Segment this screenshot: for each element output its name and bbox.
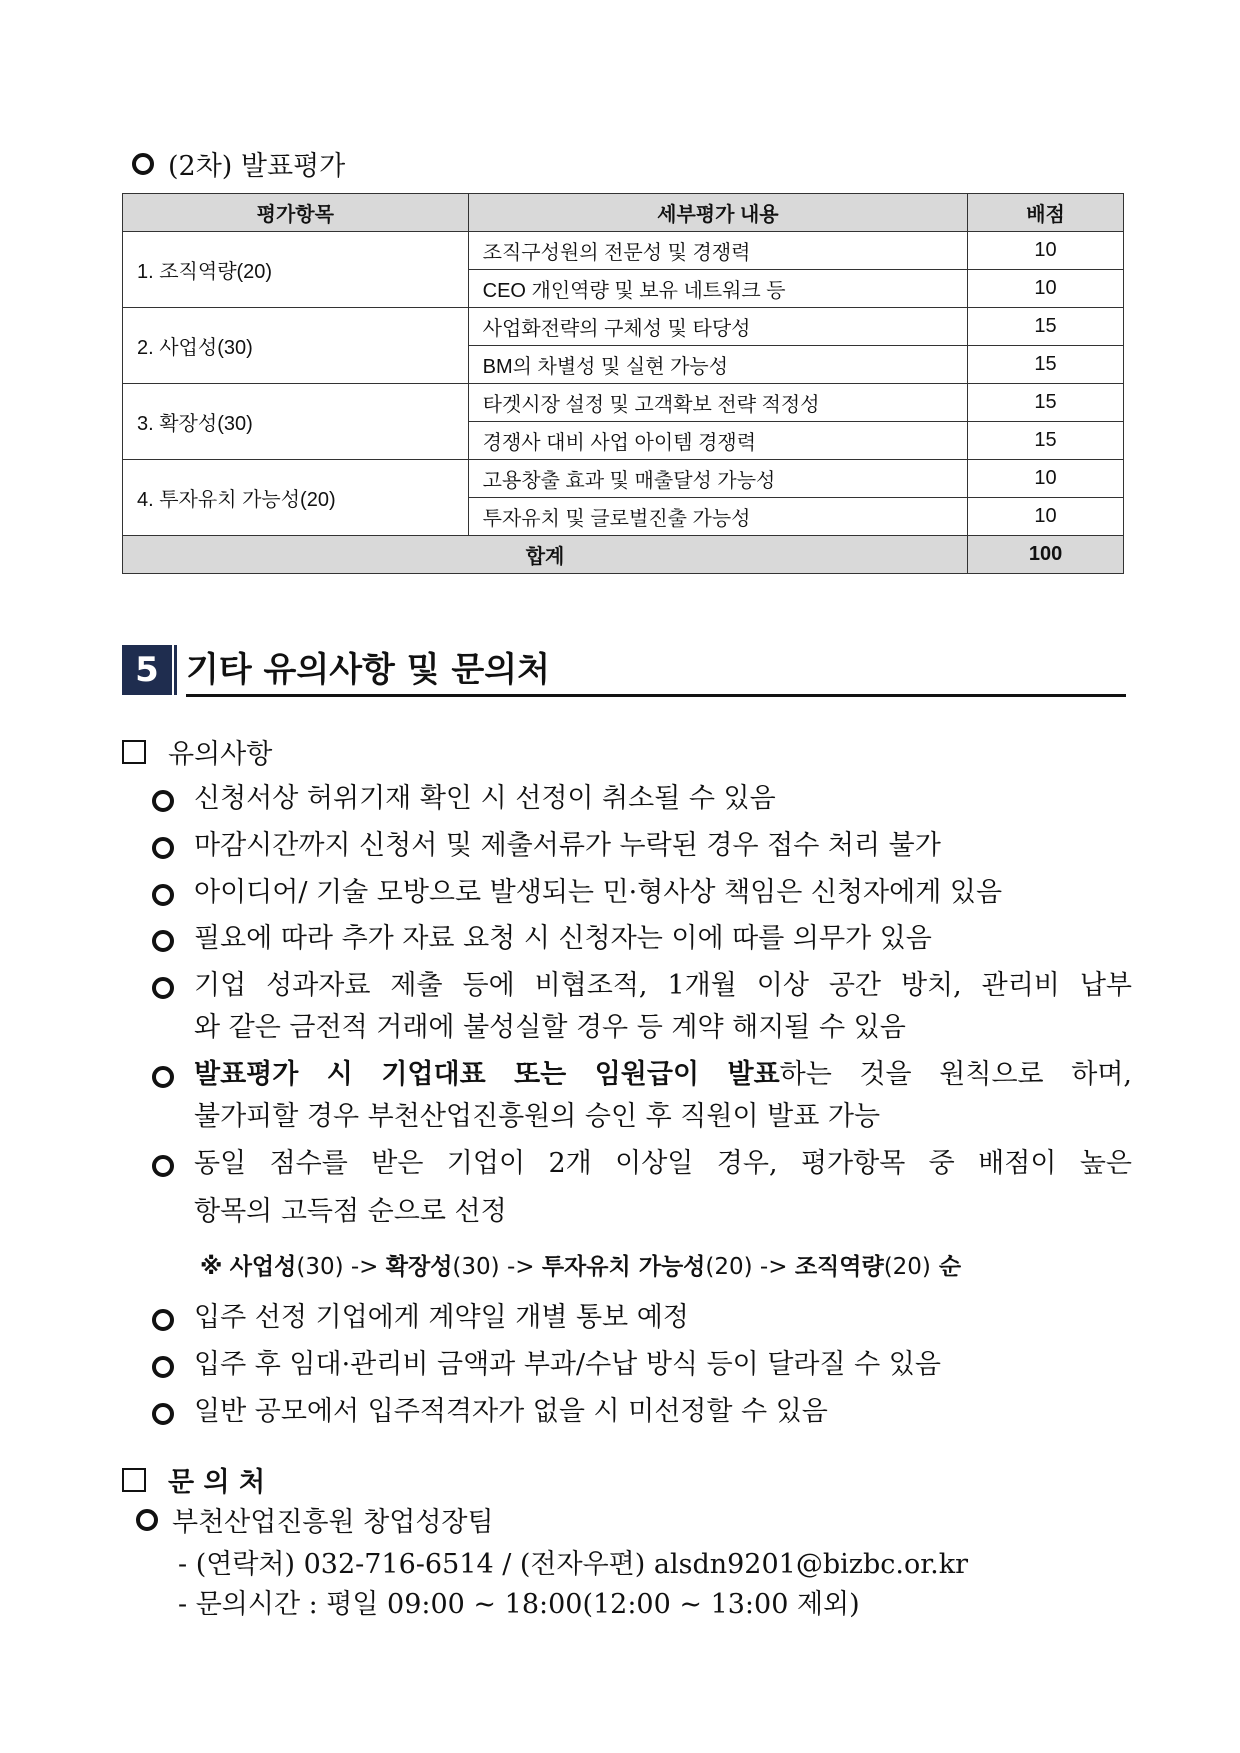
eval-score: 15 (968, 384, 1124, 422)
eval-item: 1. 조직역량(20) (123, 232, 469, 308)
note-text: 필요에 따라 추가 자료 요청 시 신청자는 이에 따를 의무가 있음 (194, 923, 932, 954)
contact-heading (122, 1460, 265, 1499)
section-heading-title: 기타 유의사항 및 문의처 (186, 650, 550, 690)
note-text: 마감시간까지 신청서 및 제출서류가 누락된 경우 접수 처리 불가 (194, 830, 941, 861)
contact-line-1: - (연락처) 032-716-6514 / (전자우편) alsdn9201@bizbc.or.kr (178, 1549, 969, 1580)
note-text (194, 1054, 1132, 1096)
list-item (152, 1344, 1132, 1386)
contact-heading-text: 문 의 처 (168, 1467, 266, 1498)
list-item (152, 825, 1132, 867)
priority-score: (30) (452, 1254, 500, 1280)
circle-bullet-icon (152, 1403, 174, 1425)
eval-score: 10 (968, 460, 1124, 498)
priority-note (200, 1248, 961, 1281)
circle-bullet-icon (152, 977, 174, 999)
circle-bullet-icon (152, 1356, 174, 1378)
checkbox-square-icon (122, 1468, 146, 1492)
section-number-badge: 5 (122, 645, 172, 695)
notes-heading-text: 유의사항 (168, 739, 273, 770)
eval-score: 10 (968, 232, 1124, 270)
priority-suffix: 순 (930, 1254, 962, 1280)
reference-mark: ※ (200, 1254, 223, 1280)
eval-item: 2. 사업성(30) (123, 308, 469, 384)
table-row (123, 460, 1124, 498)
list-item (152, 918, 1132, 960)
note-text: 신청서상 허위기재 확인 시 선정이 취소될 수 있음 (194, 783, 776, 814)
eval-detail: 타겟시장 설정 및 고객확보 전략 적정성 (468, 384, 967, 422)
header-detail: 세부평가 내용 (468, 194, 967, 232)
circle-bullet-icon (152, 1066, 174, 1088)
circle-bullet-icon (152, 837, 174, 859)
list-item (152, 872, 1132, 914)
section-heading (122, 645, 1126, 695)
circle-bullet-icon (152, 1309, 174, 1331)
eval-detail: 경쟁사 대비 사업 아이템 경쟁력 (468, 422, 967, 460)
contact-org-text: 부천산업진흥원 창업성장팀 (172, 1507, 494, 1538)
circle-bullet-icon (152, 930, 174, 952)
priority-score: (30) (296, 1254, 344, 1280)
table-header-row (123, 194, 1124, 232)
priority-score: (20) (883, 1254, 931, 1280)
note-text: 입주 후 임대·관리비 금액과 부과/수납 방식 등이 달라질 수 있음 (194, 1349, 941, 1380)
note-text: 와 같은 금전적 거래에 불성실할 경우 등 계약 해지될 수 있음 (194, 1012, 906, 1043)
priority-item: 투자유치 가능성 (541, 1254, 706, 1280)
note-text: 동일 점수를 받은 기업이 2개 이상일 경우, 평가항목 중 배점이 높은 (194, 1148, 1132, 1179)
table-total-row (123, 536, 1124, 574)
note-text: 일반 공모에서 입주적격자가 없을 시 미선정할 수 있음 (194, 1396, 828, 1427)
table-row (123, 384, 1124, 422)
list-item (152, 778, 1132, 820)
header-score: 배점 (968, 194, 1124, 232)
eval-score: 15 (968, 422, 1124, 460)
eval-score: 15 (968, 346, 1124, 384)
note-text: 기업 성과자료 제출 등에 비협조적, 1개월 이상 공간 방치, 관리비 납부 (194, 970, 1132, 1001)
eval-detail: 고용창출 효과 및 매출달성 가능성 (468, 460, 967, 498)
circle-bullet-icon (136, 1509, 158, 1531)
list-item (152, 1054, 1132, 1138)
priority-item: 사업성 (229, 1254, 297, 1280)
eval-detail: 사업화전략의 구체성 및 타당성 (468, 308, 967, 346)
priority-score: (20) (705, 1254, 753, 1280)
checkbox-square-icon (122, 740, 146, 764)
arrow-text: -> (752, 1254, 795, 1280)
eval-title-text: (2차) 발표평가 (168, 151, 346, 182)
table-row (123, 308, 1124, 346)
note-text: 입주 선정 기업에게 계약일 개별 통보 예정 (194, 1302, 689, 1333)
arrow-text: -> (343, 1254, 386, 1280)
eval-item: 4. 투자유치 가능성(20) (123, 460, 469, 536)
note-bold-text: 발표평가 시 기업대표 또는 임원급이 발표 (194, 1059, 780, 1090)
note-rest-text: 하는 것을 원칙으로 하며, (779, 1059, 1132, 1090)
evaluation-table (122, 193, 1124, 574)
list-item (152, 965, 1132, 1049)
contact-org (136, 1500, 494, 1539)
table-row (123, 232, 1124, 270)
header-item: 평가항목 (123, 194, 469, 232)
total-value: 100 (968, 536, 1124, 574)
list-item (152, 1297, 1132, 1339)
contact-line-2: - 문의시간 : 평일 09:00 ~ 18:00(12:00 ~ 13:00 제외) (178, 1589, 860, 1620)
arrow-text: -> (499, 1254, 542, 1280)
note-text: 항목의 고득점 순으로 선정 (194, 1196, 507, 1227)
eval-detail: 투자유치 및 글로벌진출 가능성 (468, 498, 967, 536)
list-item (152, 1391, 1132, 1433)
eval-detail: BM의 차별성 및 실현 가능성 (468, 346, 967, 384)
circle-bullet-icon (132, 153, 154, 175)
note-text: 아이디어/ 기술 모방으로 발생되는 민·형사상 책임은 신청자에게 있음 (194, 877, 1003, 908)
circle-bullet-icon (152, 790, 174, 812)
eval-score: 10 (968, 498, 1124, 536)
eval-item: 3. 확장성(30) (123, 384, 469, 460)
total-label: 합계 (123, 536, 968, 574)
notes-heading (122, 732, 272, 771)
eval-detail: CEO 개인역량 및 보유 네트워크 등 (468, 270, 967, 308)
priority-item: 확장성 (385, 1254, 453, 1280)
eval-detail: 조직구성원의 전문성 및 경쟁력 (468, 232, 967, 270)
circle-bullet-icon (152, 884, 174, 906)
eval-score: 10 (968, 270, 1124, 308)
eval-section-title (132, 144, 345, 183)
priority-item: 조직역량 (794, 1254, 884, 1280)
eval-score: 15 (968, 308, 1124, 346)
circle-bullet-icon (152, 1155, 174, 1177)
list-item (152, 1143, 1132, 1233)
note-text: 불가피할 경우 부천산업진흥원의 승인 후 직원이 발표 가능 (194, 1101, 881, 1132)
heading-underline (186, 694, 1126, 697)
